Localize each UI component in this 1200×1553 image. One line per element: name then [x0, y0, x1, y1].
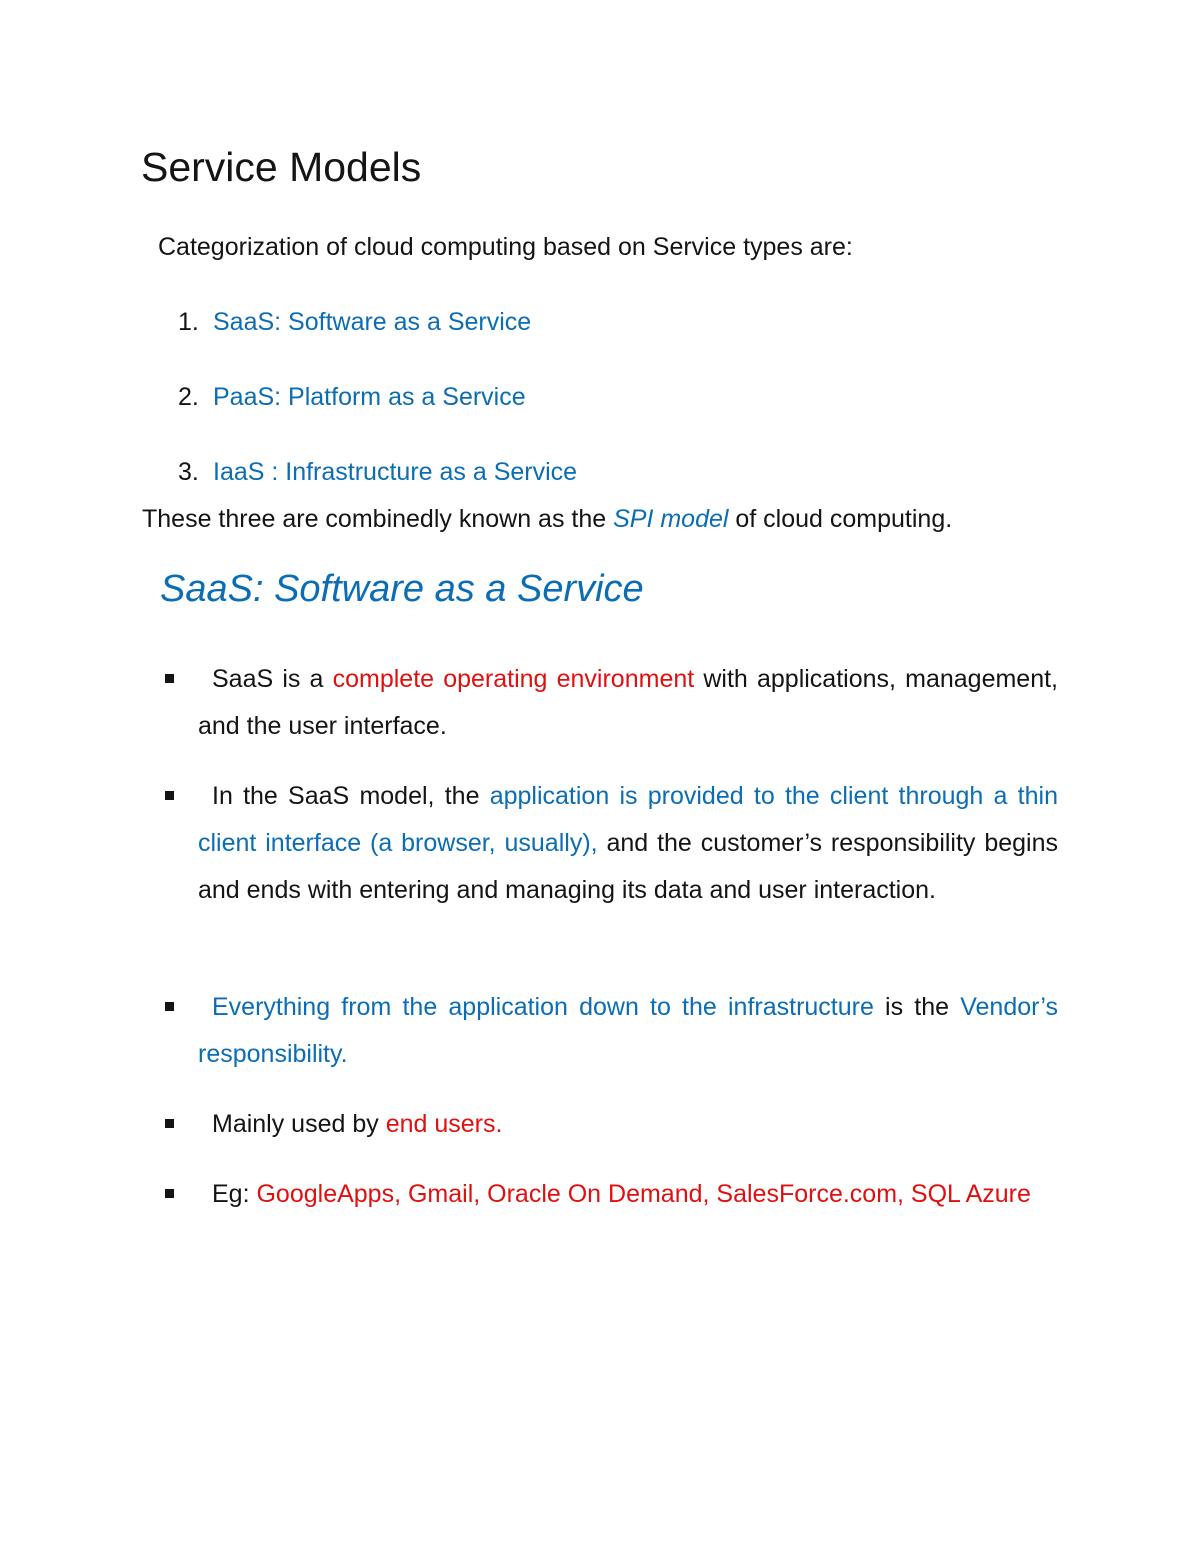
summary-text — [142, 502, 952, 536]
square-bullet-icon — [165, 674, 174, 683]
section-title: SaaS: Software as a Service — [160, 568, 644, 610]
square-bullet-icon — [165, 1002, 174, 1011]
bullet-text: Mainly used by — [212, 1110, 386, 1138]
summary-after: of cloud computing. — [728, 505, 953, 533]
list-item-text: SaaS: Software as a Service — [213, 308, 532, 336]
list-item-text: IaaS : Infrastructure as a Service — [213, 458, 578, 486]
bullet-highlight: Everything from the application down to the infrastructure — [212, 993, 874, 1021]
bullet-item — [162, 984, 1058, 1078]
bullet-item — [162, 773, 1058, 961]
bullet-text: is the — [873, 993, 961, 1021]
bullet-highlight: complete operating environment — [332, 665, 695, 693]
spi-model-term: SPI model — [613, 505, 729, 533]
square-bullet-icon — [165, 791, 174, 800]
bullet-text: and the customer’s responsibility begins and ends with entering and managing its data and user interaction. — [198, 829, 1058, 904]
list-item — [178, 305, 577, 339]
bullet-highlight: Vendor’s responsibility. — [198, 993, 1058, 1068]
list-item-text: PaaS: Platform as a Service — [213, 383, 526, 411]
page-title: Service Models — [141, 144, 422, 190]
bullet-text: In the SaaS model, the — [212, 782, 490, 810]
list-number: 3. — [178, 458, 199, 486]
bullet-text: with applications, management, and the user interface. — [198, 665, 1058, 740]
saas-bullet-list — [162, 656, 1058, 1288]
summary-before: These three are combinedly known as the — [142, 505, 614, 533]
list-item — [178, 380, 577, 414]
bullet-text: Eg: — [212, 1180, 257, 1208]
list-item — [178, 455, 577, 489]
square-bullet-icon — [165, 1189, 174, 1198]
bullet-item — [162, 656, 1058, 750]
intro-text: Categorization of cloud computing based on Service types are: — [158, 233, 853, 261]
list-number: 1. — [178, 308, 199, 336]
bullet-highlight: GoogleApps, Gmail, Oracle On Demand, SalesForce.com, SQL Azure — [256, 1180, 1031, 1208]
bullet-text: SaaS is a — [212, 665, 333, 693]
bullet-item — [162, 1171, 1058, 1265]
square-bullet-icon — [165, 1119, 174, 1128]
service-types-list — [178, 305, 577, 489]
list-number: 2. — [178, 383, 199, 411]
bullet-highlight: end users. — [385, 1110, 503, 1138]
bullet-item — [162, 1101, 1058, 1148]
bullet-highlight: application is provided to the client through a thin client interface (a browser, usually), — [198, 782, 1058, 857]
